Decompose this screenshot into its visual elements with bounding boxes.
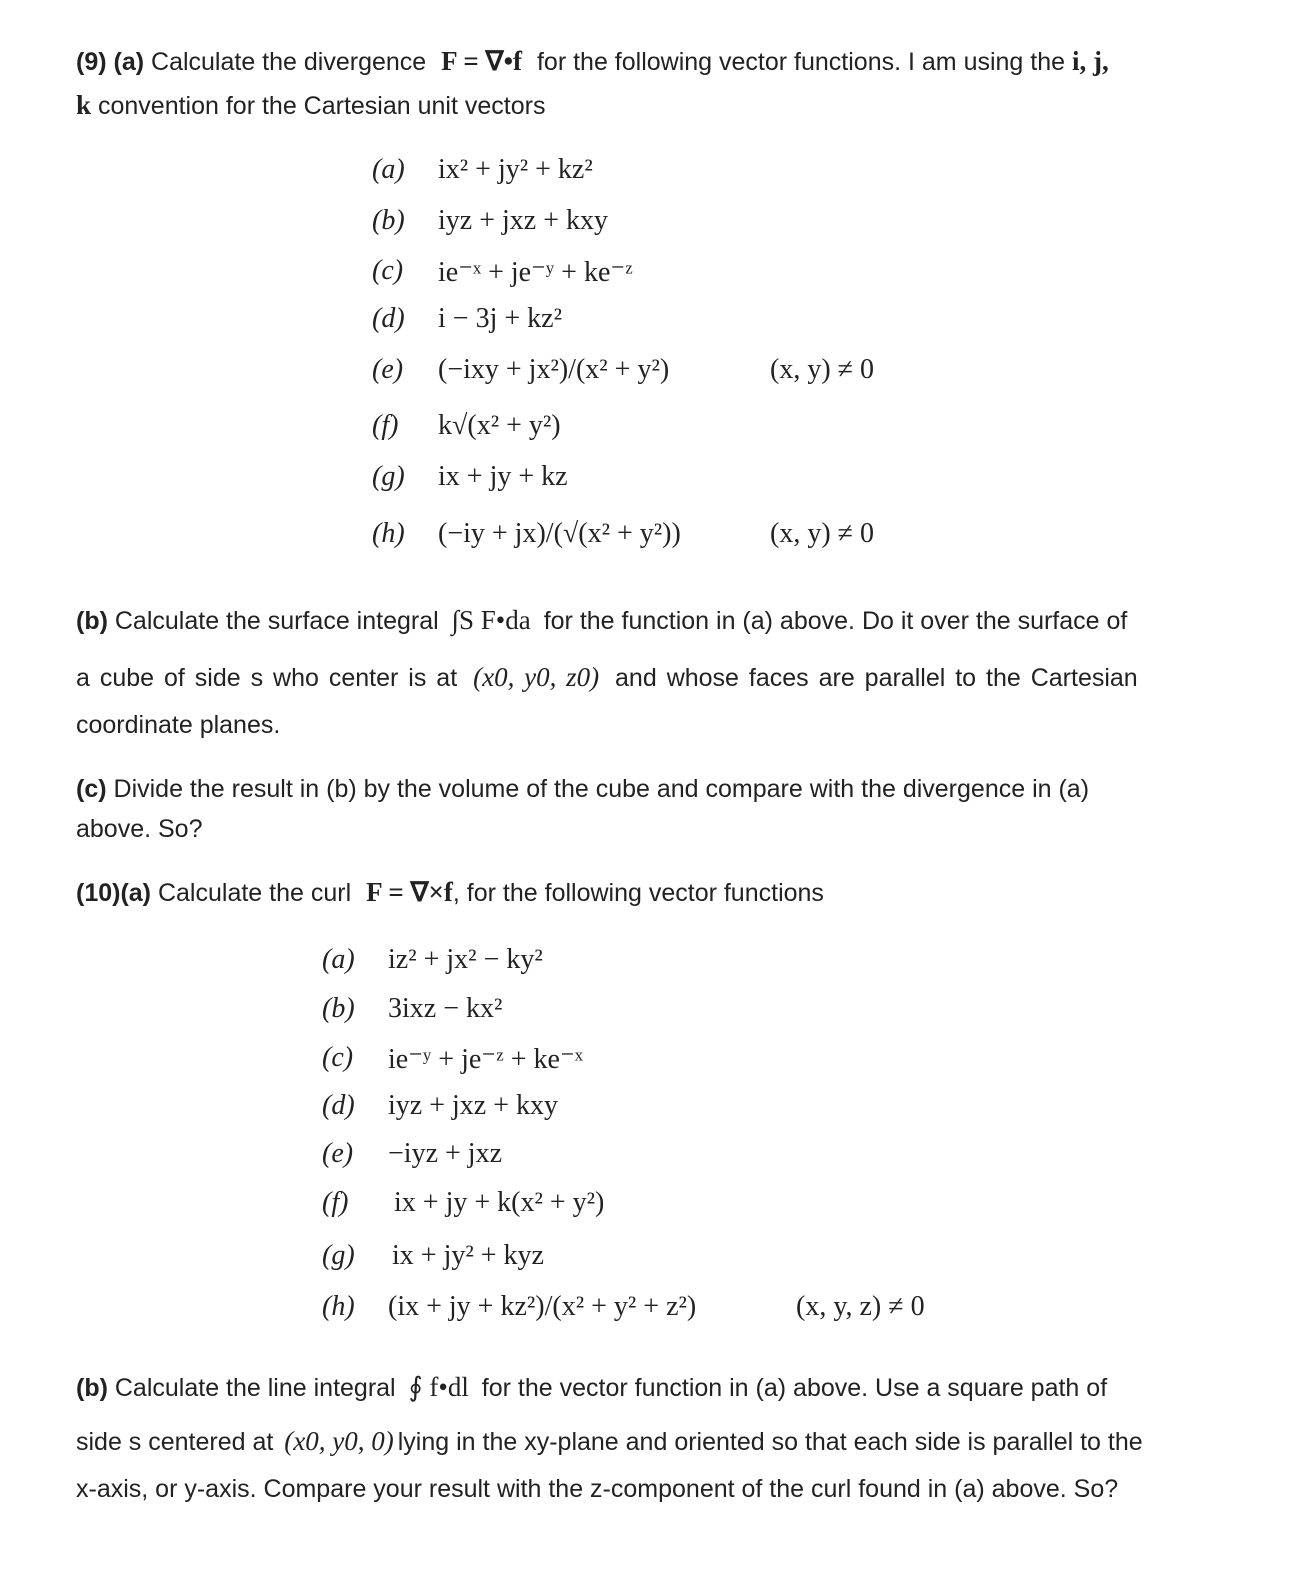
p9b-line2a: a cube of side s who center is at xyxy=(76,664,458,692)
p10-item-expr: (ix + jy + kz²)/(x² + y² + z²) xyxy=(388,1291,697,1322)
p9-item-label: (a) xyxy=(372,154,405,185)
p10-text2: , for the following vector functions xyxy=(452,879,824,907)
p9-text1: Calculate the divergence xyxy=(151,48,427,76)
p10-item-label: (g) xyxy=(322,1240,355,1271)
p9b-point: (x0, y0, z0) xyxy=(473,662,600,692)
p10-item-expr: ie⁻ʸ + je⁻ᶻ + ke⁻ˣ xyxy=(388,1044,583,1075)
p9b-line3-text: coordinate planes. xyxy=(76,711,281,739)
p10-formula: F = ∇×f xyxy=(366,877,453,907)
p9c-text1: Divide the result in (b) by the volume of the cube and compare with the divergence in (a) xyxy=(113,775,1090,803)
p9-item-expr: ie⁻ˣ + je⁻ʸ + ke⁻ᶻ xyxy=(438,257,633,288)
p9-prefix: (9) (a) xyxy=(76,48,145,76)
p10b-line3 xyxy=(76,1475,1118,1504)
p10-item-expr: 3ixz − kx² xyxy=(388,993,503,1024)
p9-text3: convention for the Cartesian unit vectors xyxy=(97,92,546,120)
p9b-text2: for the function in (a) above. Do it over the surface of xyxy=(543,607,1128,635)
p9-text2: for the following vector functions. I am using the xyxy=(536,48,1066,76)
p9-item-label: (g) xyxy=(372,461,405,492)
p10-item-expr: iz² + jx² − ky² xyxy=(388,944,543,975)
p9b-prefix: (b) xyxy=(76,607,108,635)
p9-formula: F = ∇•f xyxy=(441,46,523,76)
p10-item-label: (b) xyxy=(322,993,355,1024)
p9-header-line2 xyxy=(76,90,545,121)
p10-item-condition: (x, y, z) ≠ 0 xyxy=(796,1291,925,1322)
p10b-integral: ∮ f•dl xyxy=(408,1372,469,1402)
p9c-prefix: (c) xyxy=(76,775,107,803)
p9-item-label: (b) xyxy=(372,205,405,236)
p10-header xyxy=(76,877,824,908)
p9-item-label: (f) xyxy=(372,410,399,441)
p10-item-expr: −iyz + jxz xyxy=(388,1138,502,1169)
p10b-point: (x0, y0, 0) xyxy=(284,1426,394,1456)
p9-item-label: (c) xyxy=(372,255,404,286)
p9-item-label: (e) xyxy=(372,354,404,385)
p9-item-expr: (−ixy + jx²)/(x² + y²) xyxy=(438,354,670,385)
p10-item-expr: ix + jy² + kyz xyxy=(392,1240,544,1271)
p9-item-expr: iyz + jxz + kxy xyxy=(438,205,608,236)
p9-item-expr: i − 3j + kz² xyxy=(438,303,562,334)
p9b-line2b: and whose faces are parallel to the Cartesian xyxy=(615,664,1138,692)
p9-unit-k: k xyxy=(76,90,92,120)
p10-item-expr: iyz + jxz + kxy xyxy=(388,1090,558,1121)
p10-item-label: (c) xyxy=(322,1042,354,1073)
p9-item-label: (h) xyxy=(372,518,405,549)
p10b-line1 xyxy=(76,1372,1107,1403)
p10-item-label: (d) xyxy=(322,1090,355,1121)
p9-item-label: (d) xyxy=(372,303,405,334)
p9b-integral: ∫S F•da xyxy=(451,605,531,635)
p10b-line2b: lying in the xy-plane and oriented so that each side is parallel to the xyxy=(397,1428,1143,1456)
p10b-line2a: side s centered at xyxy=(76,1428,274,1456)
p10-item-expr: ix + jy + k(x² + y²) xyxy=(394,1187,605,1218)
p10-text1: Calculate the curl xyxy=(157,879,352,907)
p10b-text2: for the vector function in (a) above. Use a square path of xyxy=(481,1374,1108,1402)
p10-item-label: (f) xyxy=(322,1187,349,1218)
p9-item-expr: k√(x² + y²) xyxy=(438,410,561,441)
p9b-line2 xyxy=(76,662,1138,693)
p10b-prefix: (b) xyxy=(76,1374,108,1402)
p10-item-label: (e) xyxy=(322,1138,354,1169)
p9-item-expr: ix² + jy² + kz² xyxy=(438,154,593,185)
p9c-line2 xyxy=(76,815,203,844)
p9b-line1 xyxy=(76,605,1127,636)
p9-item-condition: (x, y) ≠ 0 xyxy=(770,518,875,549)
p9-item-expr: ix + jy + kz xyxy=(438,461,568,492)
p9b-text1: Calculate the surface integral xyxy=(114,607,439,635)
p10b-text1: Calculate the line integral xyxy=(114,1374,396,1402)
p9-item-expr: (−iy + jx)/(√(x² + y²)) xyxy=(438,518,681,549)
p9c-line1 xyxy=(76,775,1089,804)
p9-header-line1 xyxy=(76,46,1109,77)
p9b-line3 xyxy=(76,711,280,740)
p10b-line3-text: x-axis, or y-axis. Compare your result with the z-component of the curl found in (a) above. So? xyxy=(76,1475,1119,1503)
p10b-line2 xyxy=(76,1426,1143,1457)
p10-item-label: (a) xyxy=(322,944,355,975)
p10-prefix: (10)(a) xyxy=(76,879,152,907)
p9-item-condition: (x, y) ≠ 0 xyxy=(770,354,875,385)
p9-unit-ij: i, j, xyxy=(1072,46,1109,76)
p10-item-label: (h) xyxy=(322,1291,355,1322)
p9c-text2: above. So? xyxy=(76,815,203,843)
